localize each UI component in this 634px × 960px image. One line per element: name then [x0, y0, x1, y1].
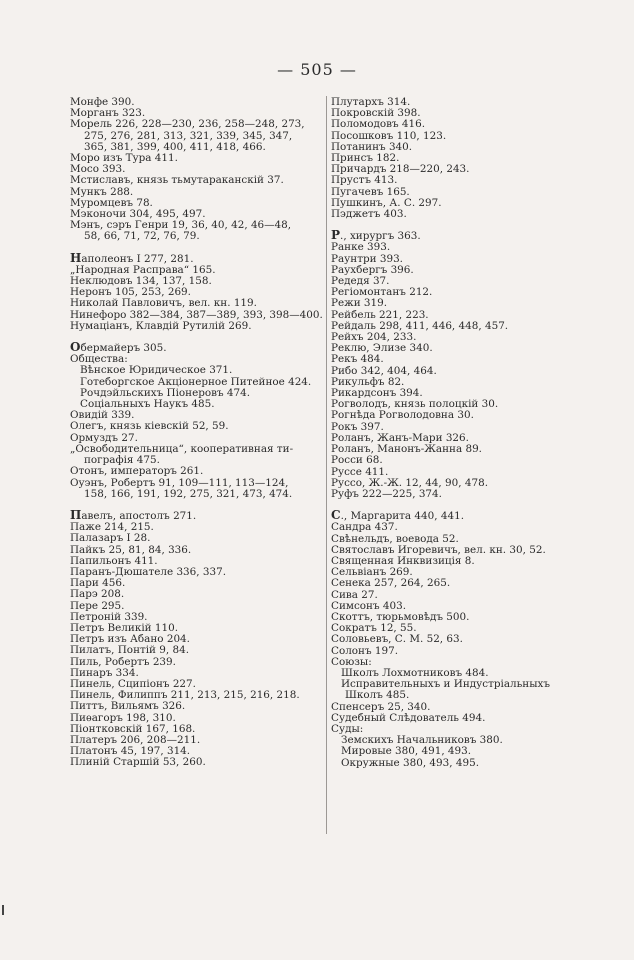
column-divider — [326, 96, 327, 834]
index-entry: Мировые 380, 491, 493. — [341, 746, 472, 758]
index-entry: Росси 68. — [331, 455, 383, 467]
index-entry-text: ., хирургъ 363. — [340, 230, 421, 243]
index-entry: Реклю, Элизе 340. — [331, 343, 433, 355]
index-entry: Рогволодъ, князь полоцкій 30. — [331, 399, 499, 411]
index-entry: Покровскій 398. — [331, 108, 421, 120]
index-entry: Раухбергъ 396. — [331, 264, 414, 276]
index-entry: Поломодовъ 416. — [331, 119, 426, 131]
index-entry: Свѣнельдъ, воевода 52. — [331, 533, 459, 545]
index-entry: Рекъ 484. — [331, 354, 384, 366]
index-column-right — [331, 97, 585, 769]
index-entry: 58, 66, 71, 72, 76, 79. — [84, 231, 200, 243]
index-entry: „Освободительница“, кооперативная ти- — [70, 443, 294, 455]
index-entry: Неклюдовъ 134, 137, 158. — [70, 276, 212, 288]
index-entry: Посошковъ 110, 123. — [331, 130, 447, 142]
index-entry: Вѣнское Юридическое 371. — [80, 365, 233, 377]
index-entry: Платеръ 206, 208—211. — [70, 734, 201, 746]
index-entry: Сенека 257, 264, 265. — [331, 578, 451, 590]
index-entry: Петроній 339. — [70, 611, 148, 623]
index-entry: Потанинъ 340. — [331, 141, 413, 153]
index-entry: Петръ изъ Абано 204. — [70, 634, 190, 646]
index-entry: Пинель, Сципіонъ 227. — [70, 678, 196, 690]
index-entry: „Народная Расправа“ 165. — [70, 264, 216, 276]
index-entry: Питтъ, Вильямъ 326. — [70, 701, 186, 713]
section-gap — [331, 500, 585, 510]
index-entry: Пушкинъ, А. С. 297. — [331, 197, 442, 209]
index-entry: Принсъ 182. — [331, 153, 400, 165]
index-entry: Рокъ 397. — [331, 421, 384, 433]
index-entry: Ранке 393. — [331, 242, 391, 254]
index-entry: Платонъ 45, 197, 314. — [70, 746, 191, 758]
index-entry: Рейхъ 204, 233. — [331, 332, 417, 344]
index-entry — [331, 510, 585, 522]
index-entry: Руссо, Ж.-Ж. 12, 44, 90, 478. — [331, 477, 488, 489]
index-entry: Паже 214, 215. — [70, 522, 154, 534]
index-entry: Соціальныхъ Наукъ 485. — [80, 399, 215, 411]
index-entry: Рейдаль 298, 411, 446, 448, 457. — [331, 320, 509, 332]
index-entry: Плутархъ 314. — [331, 97, 411, 108]
index-entry-text: авелъ, апостолъ 271. — [81, 509, 197, 522]
index-entry: Спенсеръ 25, 340. — [331, 701, 431, 713]
section-initial: О — [70, 342, 81, 355]
index-entry: Рибо 342, 404, 464. — [331, 365, 437, 377]
index-entry: Суды: — [331, 723, 364, 735]
index-entry: Окружные 380, 493, 495. — [341, 757, 479, 769]
index-entry: Нумаціанъ, Клавдій Рутилій 269. — [70, 320, 252, 332]
index-entry: Пилатъ, Понтій 9, 84. — [70, 645, 190, 657]
index-entry: Роланъ, Жанъ-Мари 326. — [331, 432, 469, 444]
margin-mark — [2, 905, 4, 915]
index-entry: Плиній Старшій 53, 260. — [70, 757, 206, 769]
index-entry: Мосо 393. — [70, 164, 126, 176]
index-entry: 365, 381, 399, 400, 411, 418, 466. — [84, 141, 266, 153]
index-entry: Роланъ, Манонъ-Жанна 89. — [331, 444, 482, 456]
index-entry: Школъ 485. — [345, 690, 410, 702]
index-entry: Судебный Слѣдователь 494. — [331, 712, 486, 724]
index-entry — [70, 253, 326, 265]
index-entry: Пиѳагоръ 198, 310. — [70, 712, 176, 724]
index-entry: Пиль, Робертъ 239. — [70, 656, 176, 668]
index-entry — [70, 510, 326, 522]
index-entry-text: ., Маргарита 440, 441. — [340, 510, 464, 523]
index-entry: Парэ 208. — [70, 589, 125, 601]
index-entry: Олегъ, князь кіевскій 52, 59. — [70, 421, 229, 433]
index-entry: Николай Павловичъ, вел. кн. 119. — [70, 298, 257, 310]
index-entry: Исправительныхъ и Индустріальныхъ — [341, 679, 550, 691]
index-entry: Муромцевъ 78. — [70, 197, 153, 209]
section-gap — [70, 500, 326, 510]
index-entry: Пугачевъ 165. — [331, 186, 410, 198]
index-entry: Пинель, Филиппъ 211, 213, 215, 216, 218. — [70, 690, 300, 702]
index-entry: Раунтри 393. — [331, 253, 403, 265]
index-entry: Палазаръ I 28. — [70, 533, 151, 545]
index-entry: Мункъ 288. — [70, 186, 134, 198]
index-entry: Рочдэйльскихъ Піонеровъ 474. — [80, 387, 251, 399]
section-gap — [70, 243, 326, 253]
index-entry: Морель 226, 228—230, 236, 258—248, 273, — [70, 119, 305, 131]
index-entry: Регіомонтанъ 212. — [331, 287, 433, 299]
index-entry: Рогнѣда Рогволодовна 30. — [331, 410, 474, 422]
index-entry: Рейбель 221, 223. — [331, 309, 429, 321]
index-entry: Морганъ 323. — [70, 108, 146, 120]
index-entry: Пари 456. — [70, 578, 126, 590]
index-entry: Сандра 437. — [331, 522, 398, 534]
section-gap — [331, 220, 585, 230]
index-entry: Руфъ 222—225, 374. — [331, 488, 442, 500]
index-entry: Прустъ 413. — [331, 175, 398, 187]
index-entry: Мэконочи 304, 495, 497. — [70, 209, 206, 221]
index-entry: Оуэнъ, Робертъ 91, 109—111, 113—124, — [70, 477, 289, 489]
section-gap — [70, 332, 326, 342]
section-initial: Р — [331, 230, 341, 243]
index-entry: Петръ Великій 110. — [70, 622, 179, 634]
index-entry: Пайкъ 25, 81, 84, 336. — [70, 544, 192, 556]
index-entry: Нинефоро 382—384, 387—389, 393, 398—400. — [70, 309, 323, 321]
index-entry: Папильонъ 411. — [70, 555, 158, 567]
index-entry: Пинаръ 334. — [70, 667, 139, 679]
index-entry: Школъ Лохмотниковъ 484. — [341, 667, 489, 679]
index-entry: Причардъ 218—220, 243. — [331, 164, 470, 176]
index-entry: Неронъ 105, 253, 269. — [70, 287, 191, 299]
page-number: — 505 — — [277, 60, 357, 79]
index-entry: Рикульфъ 82. — [331, 376, 405, 388]
section-initial: С — [331, 510, 341, 523]
index-entry: Готеборгское Акціонерное Питейное 424. — [80, 376, 312, 388]
index-entry: Отонъ, императоръ 261. — [70, 466, 204, 478]
index-entry: Рикардсонъ 394. — [331, 388, 423, 400]
section-initial: Н — [70, 252, 82, 265]
index-entry-text: аполеонъ I 277, 281. — [81, 252, 194, 265]
index-column-left — [70, 97, 326, 769]
index-entry: Пере 295. — [70, 600, 125, 612]
index-entry: Режи 319. — [331, 298, 388, 310]
index-entry: Общества: — [70, 354, 128, 366]
index-entry: 275, 276, 281, 313, 321, 339, 345, 347, — [84, 130, 293, 142]
index-entry: Монфе 390. — [70, 97, 135, 108]
index-entry: Святославъ Игоревичъ, вел. кн. 30, 52. — [331, 544, 546, 556]
index-entry: Земскихъ Начальниковъ 380. — [341, 735, 503, 747]
index-entry: пографія 475. — [84, 455, 160, 467]
index-entry: Сельвіанъ 269. — [331, 567, 413, 579]
index-entry: Редедя 37. — [331, 276, 390, 288]
index-entry-text: бермайеръ 305. — [80, 342, 167, 355]
index-entry: Піонтковскій 167, 168. — [70, 723, 196, 735]
index-entry: Скоттъ, тюрьмовѣдъ 500. — [331, 611, 470, 623]
index-entry: Моро изъ Тура 411. — [70, 153, 178, 165]
index-entry: Руссе 411. — [331, 466, 389, 478]
index-entry: Паранъ-Дюшателе 336, 337. — [70, 566, 227, 578]
index-entry: Мстиславъ, князь тьмутараканскій 37. — [70, 175, 284, 187]
index-entry: Мэнъ, сэръ Генри 19, 36, 40, 42, 46—48, — [70, 220, 292, 232]
index-entry: 158, 166, 191, 192, 275, 321, 473, 474. — [84, 488, 293, 500]
index-entry: Союзы: — [331, 656, 372, 668]
index-entry — [70, 342, 326, 354]
index-entry: Овидій 339. — [70, 410, 135, 422]
index-entry: Симсонъ 403. — [331, 600, 407, 612]
section-initial: П — [70, 509, 82, 522]
index-entry: Сократъ 12, 55. — [331, 623, 417, 635]
index-entry: Солонъ 197. — [331, 645, 399, 657]
index-entry: Сива 27. — [331, 589, 378, 601]
index-entry: Соловьевъ, С. М. 52, 63. — [331, 634, 463, 646]
index-entry: Пэджетъ 403. — [331, 209, 407, 221]
index-entry: Ормуздъ 27. — [70, 432, 138, 444]
index-entry — [331, 230, 585, 242]
index-entry: Священная Инквизиція 8. — [331, 555, 475, 567]
